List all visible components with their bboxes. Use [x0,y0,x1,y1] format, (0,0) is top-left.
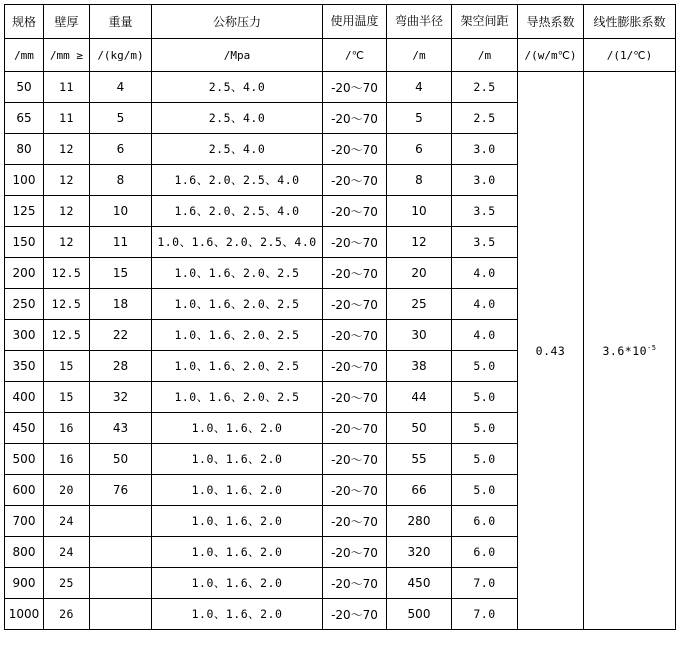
cell-bend: 50 [387,413,452,444]
cell-thermal-conductivity: 0.43 [518,72,584,630]
cell-pressure: 1.0、1.6、2.0、2.5 [152,289,323,320]
cell-weight: 22 [90,320,152,351]
cell-span: 3.0 [452,134,518,165]
cell-pressure: 1.0、1.6、2.0 [152,413,323,444]
cell-wall: 12.5 [44,258,90,289]
unit-bend: /m [387,39,452,72]
cell-wall: 11 [44,72,90,103]
cell-weight: 6 [90,134,152,165]
cell-weight: 11 [90,227,152,258]
cell-temp: -20～70 [323,506,387,537]
unit-expansion: /(1/℃) [584,39,676,72]
cell-bend: 12 [387,227,452,258]
cell-weight: 10 [90,196,152,227]
header-spec: 规格 [5,5,44,39]
cell-spec: 450 [5,413,44,444]
cell-wall: 15 [44,382,90,413]
cell-weight: 8 [90,165,152,196]
cell-wall: 11 [44,103,90,134]
cell-spec: 50 [5,72,44,103]
cell-temp: -20～70 [323,413,387,444]
cell-temp: -20～70 [323,165,387,196]
cell-weight: 5 [90,103,152,134]
header-thermal: 导热系数 [518,5,584,39]
cell-temp: -20～70 [323,289,387,320]
cell-spec: 250 [5,289,44,320]
cell-bend: 8 [387,165,452,196]
cell-wall: 24 [44,537,90,568]
cell-wall: 16 [44,444,90,475]
cell-pressure: 1.6、2.0、2.5、4.0 [152,165,323,196]
cell-bend: 20 [387,258,452,289]
cell-span: 4.0 [452,289,518,320]
header-expansion: 线性膨胀系数 [584,5,676,39]
unit-spec: /mm [5,39,44,72]
cell-temp: -20～70 [323,537,387,568]
cell-pressure: 1.0、1.6、2.0、2.5 [152,320,323,351]
cell-temp: -20～70 [323,72,387,103]
cell-bend: 55 [387,444,452,475]
cell-weight: 18 [90,289,152,320]
unit-temp: /℃ [323,39,387,72]
cell-spec: 1000 [5,599,44,630]
cell-bend: 44 [387,382,452,413]
cell-weight: 32 [90,382,152,413]
cell-weight: 28 [90,351,152,382]
unit-wall: /mm ≥ [44,39,90,72]
cell-temp: -20～70 [323,351,387,382]
cell-span: 4.0 [452,258,518,289]
cell-weight [90,537,152,568]
cell-pressure: 1.0、1.6、2.0、2.5 [152,351,323,382]
cell-spec: 125 [5,196,44,227]
cell-temp: -20～70 [323,134,387,165]
unit-span: /m [452,39,518,72]
expansion-base: 3.6*10 [602,343,648,358]
header-wall: 壁厚 [44,5,90,39]
cell-pressure: 2.5、4.0 [152,72,323,103]
cell-spec: 300 [5,320,44,351]
cell-span: 5.0 [452,475,518,506]
header-span: 架空间距 [452,5,518,39]
cell-span: 5.0 [452,444,518,475]
cell-bend: 38 [387,351,452,382]
cell-pressure: 1.0、1.6、2.0、2.5 [152,382,323,413]
cell-span: 2.5 [452,72,518,103]
cell-span: 2.5 [452,103,518,134]
cell-spec: 700 [5,506,44,537]
header-pressure: 公称压力 [152,5,323,39]
table-row [5,72,676,103]
cell-bend: 25 [387,289,452,320]
cell-spec: 200 [5,258,44,289]
cell-spec: 500 [5,444,44,475]
cell-bend: 450 [387,568,452,599]
cell-span: 3.5 [452,196,518,227]
cell-wall: 12 [44,134,90,165]
cell-temp: -20～70 [323,444,387,475]
cell-span: 5.0 [452,382,518,413]
cell-span: 6.0 [452,537,518,568]
cell-wall: 12 [44,227,90,258]
cell-wall: 12.5 [44,320,90,351]
cell-wall: 12 [44,165,90,196]
cell-span: 3.0 [452,165,518,196]
cell-bend: 5 [387,103,452,134]
cell-bend: 10 [387,196,452,227]
cell-bend: 6 [387,134,452,165]
cell-pressure: 1.0、1.6、2.0、2.5 [152,258,323,289]
cell-temp: -20～70 [323,382,387,413]
cell-temp: -20～70 [323,568,387,599]
cell-pressure: 2.5、4.0 [152,134,323,165]
cell-spec: 400 [5,382,44,413]
cell-pressure: 1.0、1.6、2.0 [152,444,323,475]
cell-bend: 500 [387,599,452,630]
cell-wall: 12.5 [44,289,90,320]
cell-span: 3.5 [452,227,518,258]
cell-spec: 350 [5,351,44,382]
unit-thermal: /(w/m℃) [518,39,584,72]
cell-weight [90,506,152,537]
cell-temp: -20～70 [323,227,387,258]
cell-temp: -20～70 [323,103,387,134]
pipe-spec-table [4,4,676,630]
cell-span: 7.0 [452,568,518,599]
cell-bend: 66 [387,475,452,506]
header-bend: 弯曲半径 [387,5,452,39]
cell-weight [90,568,152,599]
cell-span: 4.0 [452,320,518,351]
expansion-exponent: -5 [647,343,657,352]
cell-span: 7.0 [452,599,518,630]
cell-wall: 24 [44,506,90,537]
cell-spec: 80 [5,134,44,165]
cell-pressure: 1.6、2.0、2.5、4.0 [152,196,323,227]
cell-temp: -20～70 [323,320,387,351]
cell-pressure: 1.0、1.6、2.0 [152,568,323,599]
cell-span: 6.0 [452,506,518,537]
cell-bend: 30 [387,320,452,351]
cell-weight [90,599,152,630]
cell-span: 5.0 [452,413,518,444]
cell-pressure: 1.0、1.6、2.0 [152,475,323,506]
cell-temp: -20～70 [323,258,387,289]
unit-pressure: /Mpa [152,39,323,72]
cell-pressure: 2.5、4.0 [152,103,323,134]
table-header [5,5,676,72]
cell-pressure: 1.0、1.6、2.0、2.5、4.0 [152,227,323,258]
cell-linear-expansion [584,72,676,630]
cell-pressure: 1.0、1.6、2.0 [152,537,323,568]
cell-temp: -20～70 [323,599,387,630]
cell-bend: 4 [387,72,452,103]
cell-wall: 20 [44,475,90,506]
cell-wall: 12 [44,196,90,227]
cell-weight: 43 [90,413,152,444]
cell-pressure: 1.0、1.6、2.0 [152,506,323,537]
cell-wall: 15 [44,351,90,382]
unit-weight: /(kg/m) [90,39,152,72]
cell-temp: -20～70 [323,196,387,227]
cell-spec: 900 [5,568,44,599]
cell-weight: 15 [90,258,152,289]
cell-spec: 150 [5,227,44,258]
cell-weight: 4 [90,72,152,103]
cell-wall: 26 [44,599,90,630]
cell-pressure: 1.0、1.6、2.0 [152,599,323,630]
cell-spec: 65 [5,103,44,134]
cell-spec: 100 [5,165,44,196]
cell-wall: 16 [44,413,90,444]
cell-spec: 800 [5,537,44,568]
cell-span: 5.0 [452,351,518,382]
cell-bend: 280 [387,506,452,537]
table-body [5,72,676,630]
cell-weight: 50 [90,444,152,475]
cell-wall: 25 [44,568,90,599]
cell-weight: 76 [90,475,152,506]
header-temp: 使用温度 [323,5,387,39]
cell-bend: 320 [387,537,452,568]
cell-temp: -20～70 [323,475,387,506]
cell-spec: 600 [5,475,44,506]
header-weight: 重量 [90,5,152,39]
